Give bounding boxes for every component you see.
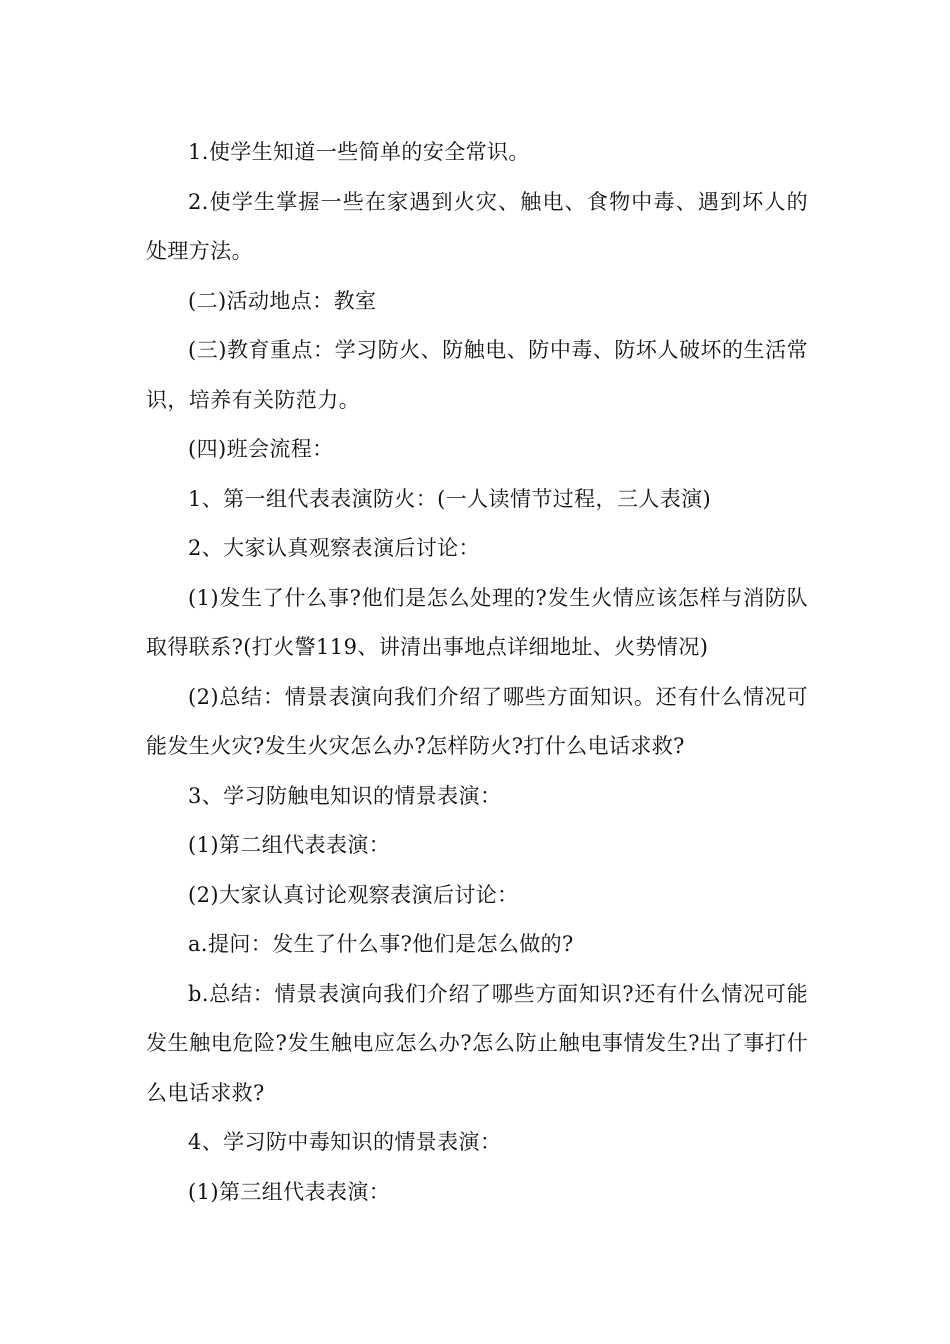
paragraph: 4、学习防中毒知识的情景表演： [188, 1130, 502, 1154]
paragraph: 1、第一组代表表演防火：(一人读情节过程，三人表演) [188, 486, 712, 511]
paragraph: (2)大家认真讨论观察表演后讨论： [188, 882, 519, 907]
paragraph: 1.使学生知道一些简单的安全常识。 [188, 140, 530, 164]
paragraph: 2.使学生掌握一些在家遇到火灾、触电、食物中毒、遇到坏人的处理方法。 [146, 189, 808, 263]
paragraph: b.总结：情景表演向我们介绍了哪些方面知识?还有什么情况可能发生触电危险?发生触电应怎么办?怎么防止触电事情发生?出了事打什么电话求救? [146, 981, 808, 1105]
paragraph: (1)第三组代表表演： [188, 1179, 391, 1204]
paragraph: 2、大家认真观察表演后讨论： [188, 536, 480, 560]
paragraph: (三)教育重点：学习防火、防触电、防中毒、防坏人破坏的生活常识，培养有关防范力。 [146, 338, 808, 412]
paragraph: a.提问：发生了什么事?他们是怎么做的? [188, 932, 574, 956]
paragraph: (2)总结：情景表演向我们介绍了哪些方面知识。还有什么情况可能发生火灾?发生火灾怎么办?怎样防火?打什么电话求救? [146, 684, 808, 758]
paragraph: (四)班会流程： [188, 437, 334, 461]
paragraph: (1)第二组代表表演： [188, 833, 391, 857]
paragraph: (二)活动地点：教室 [188, 288, 377, 313]
paragraph: 3、学习防触电知识的情景表演： [188, 783, 502, 808]
document-body [146, 128, 808, 1217]
paragraph: (1)发生了什么事?他们是怎么处理的?发生火情应该怎样与消防队取得联系?(打火警119、讲清出事地点详细地址、火势情况) [146, 585, 808, 659]
